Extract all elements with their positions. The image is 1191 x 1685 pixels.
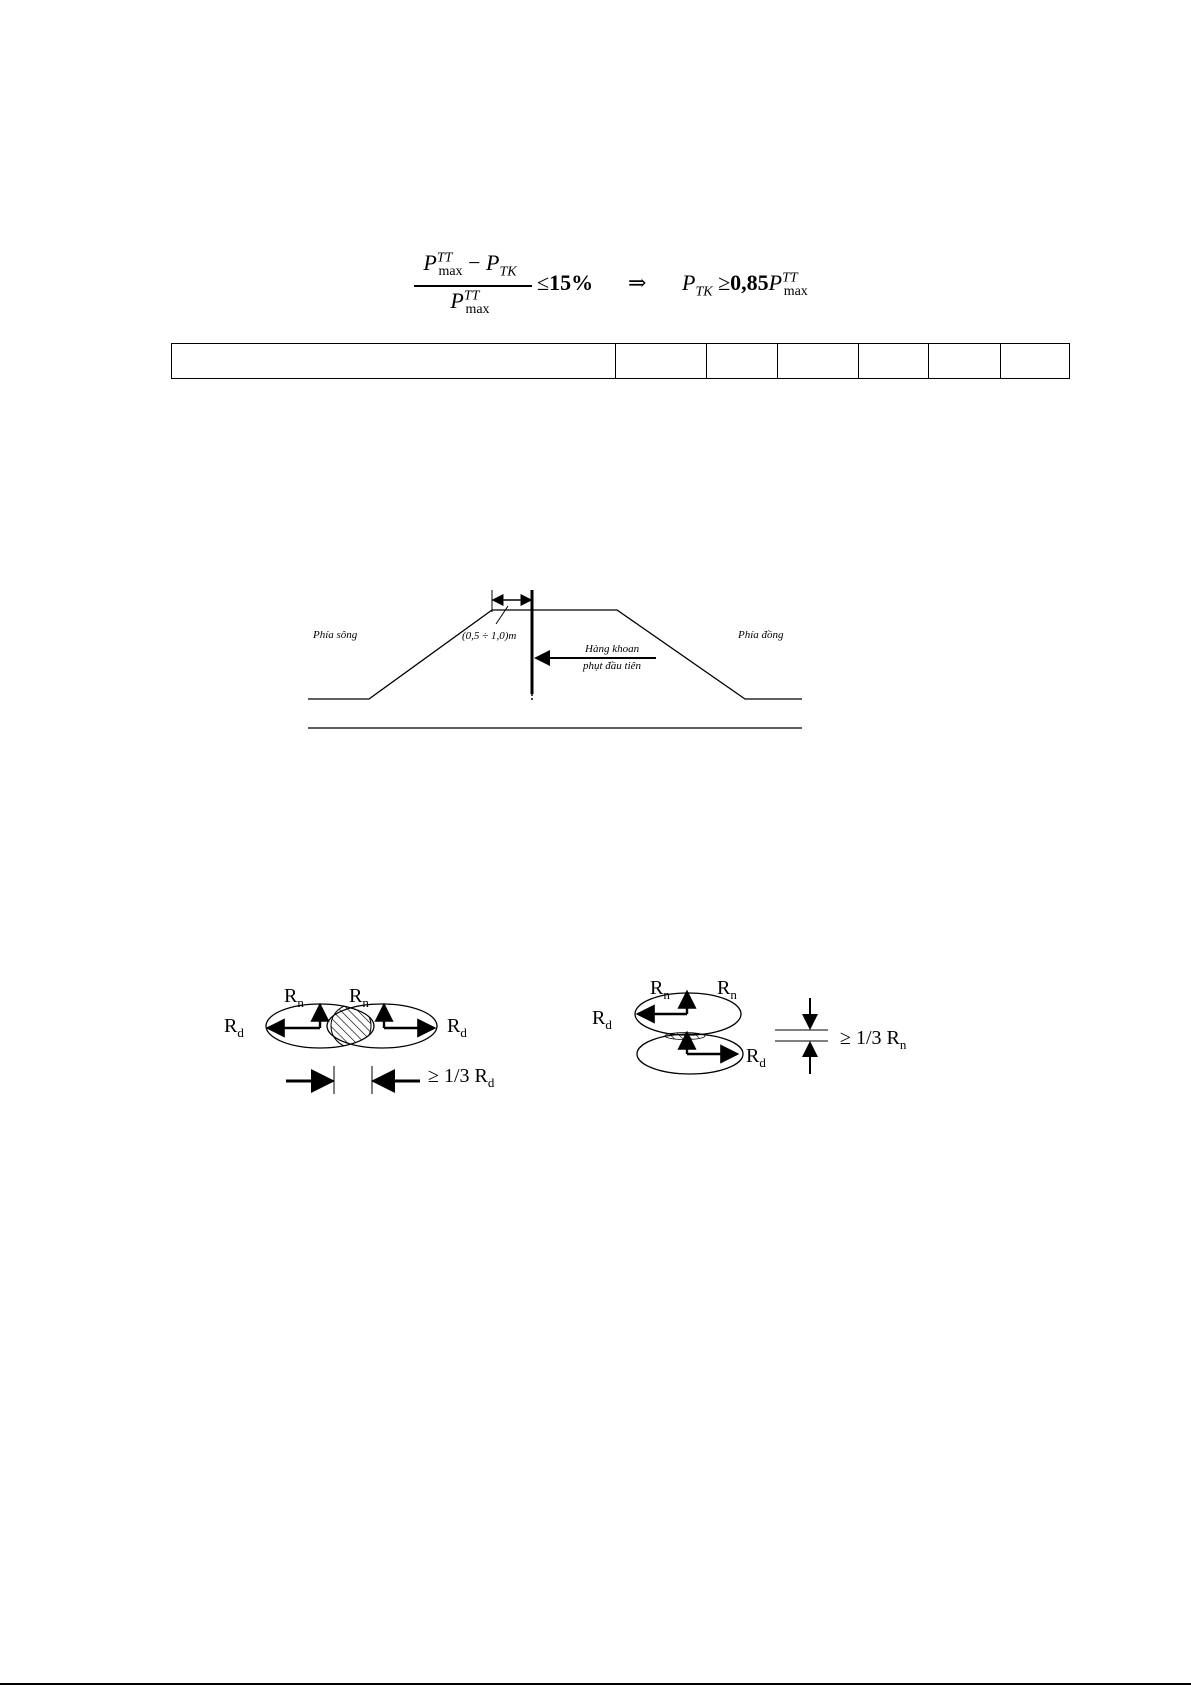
fraction-numerator: $P^{TT}_{max} - P_{TK}$ [423, 250, 517, 280]
label-rd-bottom: $R_d$ [746, 1045, 766, 1070]
field-side-label: Phía đồng [738, 629, 784, 641]
formula-result: $P_{TK} \ge 0,85P^{TT}_{max}$ [682, 270, 808, 300]
first-row-label-2: phụt đầu tiên [583, 660, 642, 672]
formula-inequality: ≤15% [537, 270, 594, 295]
overlap-zone-hatched-vertical [665, 1033, 705, 1040]
formula-implies: ⇒ [628, 270, 647, 295]
label-rd-right: $R_d$ [447, 1015, 467, 1040]
first-row-label-1: Hàng khoan [585, 643, 640, 655]
label-rn-top-2: $R_n$ [717, 977, 737, 1002]
label-rn-2: $R_n$ [349, 985, 369, 1010]
label-overlap-rn: ≥ 1/3 $R_n$ [840, 1027, 907, 1052]
label-overlap-rd: ≥ 1/3 $R_d$ [428, 1065, 495, 1090]
dimension-label: (0,5 ÷ 1,0)m [462, 630, 517, 642]
label-rd-top: $R_d$ [592, 1007, 612, 1032]
overlap-zone-hatched [331, 1005, 371, 1047]
fraction-denominator: $P^{TT}_{max}$ [450, 288, 490, 318]
label-rn-1: $R_n$ [284, 985, 304, 1010]
river-side-label: Phía sông [313, 629, 358, 641]
label-rn-top-1: $R_n$ [650, 977, 670, 1002]
label-rd-left: $R_d$ [224, 1015, 244, 1040]
